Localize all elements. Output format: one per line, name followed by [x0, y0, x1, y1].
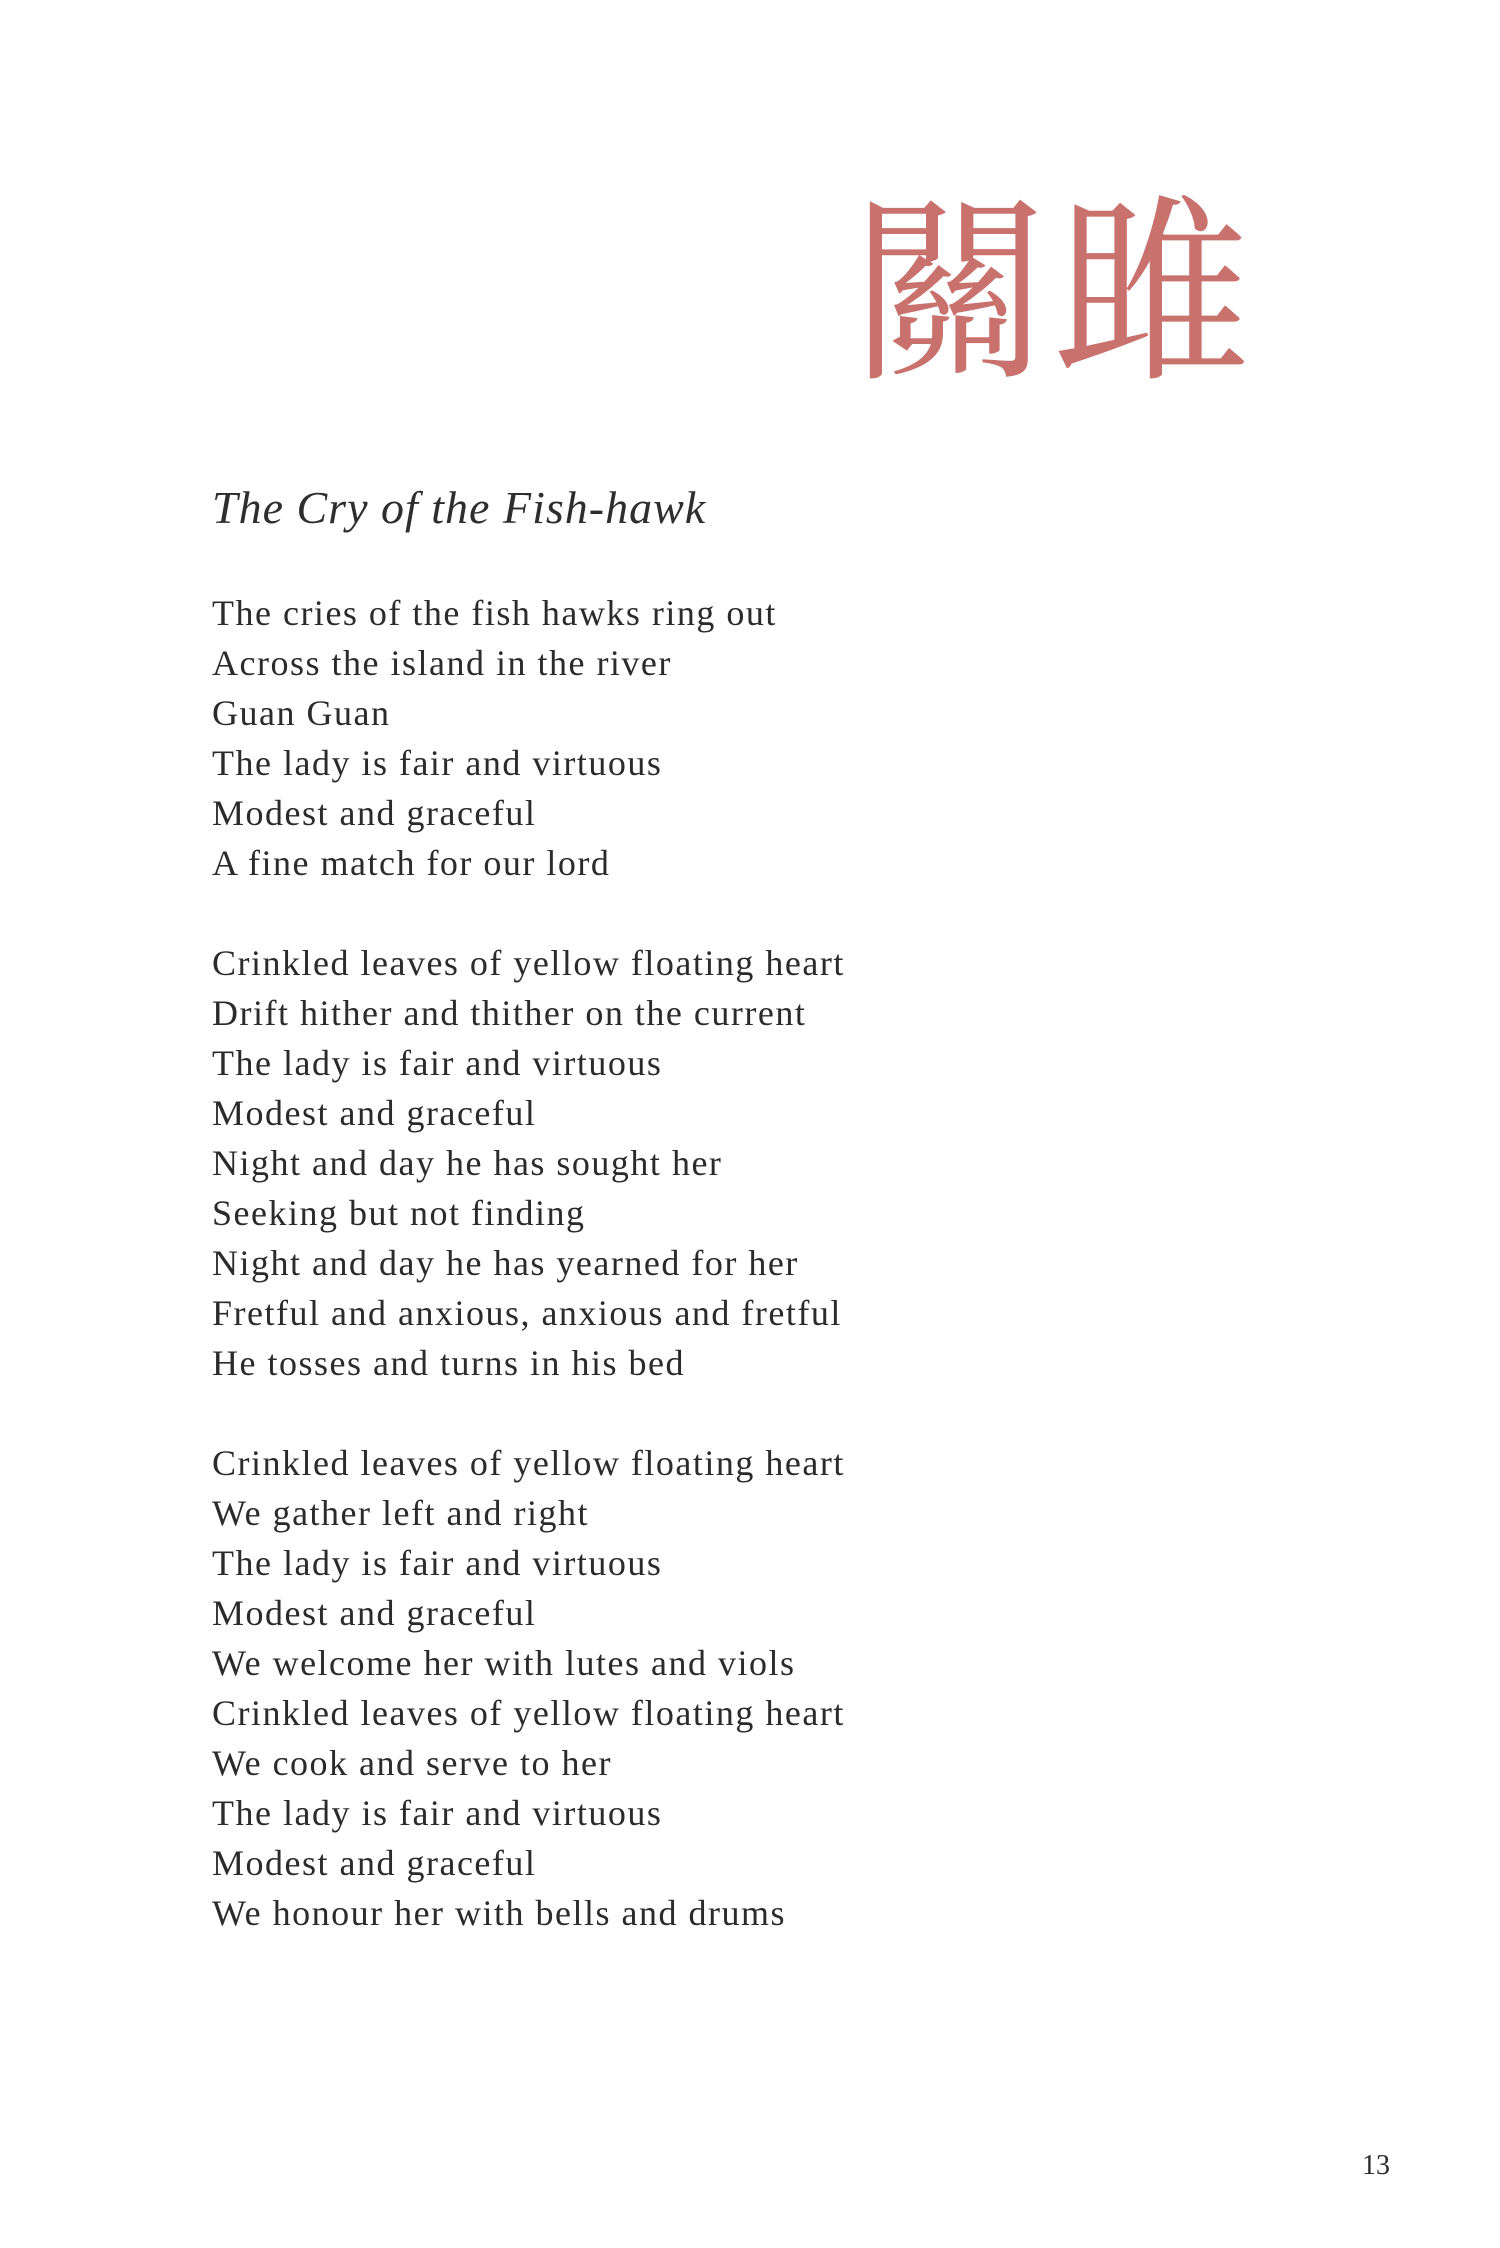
poem-line: Night and day he has sought her — [212, 1143, 723, 1183]
poem-title: The Cry of the Fish-hawk — [212, 482, 707, 533]
poem-line: We welcome her with lutes and viols — [212, 1643, 796, 1683]
poem-line: Drift hither and thither on the current — [212, 993, 807, 1033]
poem-line: Fretful and anxious, anxious and fretful — [212, 1293, 842, 1333]
poem-line: Night and day he has yearned for her — [212, 1243, 799, 1283]
stanza-2 — [212, 938, 1012, 1388]
chinese-title: 關雎 — [850, 178, 1255, 411]
poem-line: Modest and graceful — [212, 793, 537, 833]
poem-line: The cries of the fish hawks ring out — [212, 593, 777, 633]
stanza-1 — [212, 588, 1012, 888]
poem-line: The lady is fair and virtuous — [212, 1543, 663, 1583]
poem-line: We gather left and right — [212, 1493, 589, 1533]
poem-line: Across the island in the river — [212, 643, 672, 683]
poem-line: Seeking but not finding — [212, 1193, 586, 1233]
poem-line: He tosses and turns in his bed — [212, 1343, 685, 1383]
poem-line: Crinkled leaves of yellow floating heart — [212, 943, 845, 983]
poem-line: The lady is fair and virtuous — [212, 743, 663, 783]
poem-line: Crinkled leaves of yellow floating heart — [212, 1443, 845, 1483]
page-number: 13 — [1362, 2150, 1390, 2181]
stanza-3 — [212, 1438, 1012, 1938]
poem-line: Modest and graceful — [212, 1093, 537, 1133]
poem-line: We honour her with bells and drums — [212, 1893, 787, 1933]
poem-line: Modest and graceful — [212, 1593, 537, 1633]
poem-line: Modest and graceful — [212, 1843, 537, 1883]
poem-body — [212, 588, 1012, 1988]
poem-line: Crinkled leaves of yellow floating heart — [212, 1693, 845, 1733]
poem-line: The lady is fair and virtuous — [212, 1793, 663, 1833]
poem-line: The lady is fair and virtuous — [212, 1043, 663, 1083]
poem-line: We cook and serve to her — [212, 1743, 612, 1783]
poem-line: Guan Guan — [212, 693, 391, 733]
poem-line: A fine match for our lord — [212, 843, 611, 883]
